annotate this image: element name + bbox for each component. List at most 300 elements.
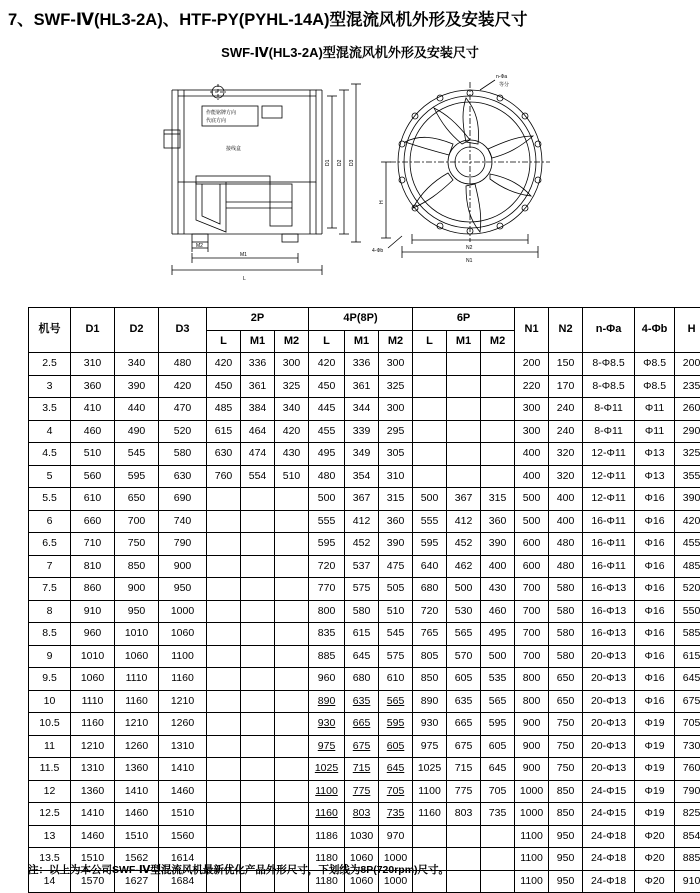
cell-4p-m2: 305 — [379, 443, 413, 466]
cell-4p-m2: 310 — [379, 465, 413, 488]
cell-n2: 950 — [549, 870, 583, 893]
cell-hole-a: 8-Φ11 — [583, 398, 635, 421]
cell-6p-m1: 565 — [447, 623, 481, 646]
cell-6p-m1 — [447, 443, 481, 466]
cell-hole-a: 24-Φ18 — [583, 870, 635, 893]
cell-n1: 900 — [515, 758, 549, 781]
th-hole-a: n-Φa — [583, 308, 635, 353]
cell-hole-a: 20-Φ13 — [583, 713, 635, 736]
cell-d2: 850 — [115, 555, 159, 578]
cell-d1: 410 — [71, 398, 115, 421]
cell-4p-m1: 452 — [345, 533, 379, 556]
cell-2p-m2 — [275, 713, 309, 736]
cell-6p-l: 500 — [413, 488, 447, 511]
cell-d2: 700 — [115, 510, 159, 533]
cell-d2: 340 — [115, 353, 159, 376]
cell-2p-l — [207, 555, 241, 578]
cell-n2: 150 — [549, 353, 583, 376]
cell-model: 5.5 — [29, 488, 71, 511]
cell-4p-m1: 645 — [345, 645, 379, 668]
cell-2p-m1: 554 — [241, 465, 275, 488]
cell-n1: 400 — [515, 465, 549, 488]
cell-hole-b: Φ20 — [635, 825, 675, 848]
cell-h: 235 — [675, 375, 700, 398]
cell-4p-l: 1100 — [309, 780, 345, 803]
cell-4p-l: 455 — [309, 420, 345, 443]
cell-hole-b: Φ16 — [635, 533, 675, 556]
cell-2p-m2 — [275, 555, 309, 578]
cell-h: 825 — [675, 803, 700, 826]
table-row — [29, 578, 700, 601]
cell-6p-l — [413, 825, 447, 848]
th-n2: N2 — [549, 308, 583, 353]
table-row — [29, 600, 700, 623]
table-row — [29, 825, 700, 848]
table-row — [29, 510, 700, 533]
cell-4p-m1: 575 — [345, 578, 379, 601]
cell-d3: 470 — [159, 398, 207, 421]
drawing-dim-h: H — [379, 200, 385, 204]
cell-2p-m1: 384 — [241, 398, 275, 421]
table-row — [29, 488, 700, 511]
table-row — [29, 623, 700, 646]
cell-2p-m2 — [275, 600, 309, 623]
cell-6p-m2 — [481, 375, 515, 398]
cell-2p-m1 — [241, 533, 275, 556]
cell-model: 7 — [29, 555, 71, 578]
cell-d2: 950 — [115, 600, 159, 623]
cell-model: 12.5 — [29, 803, 71, 826]
cell-4p-l: 480 — [309, 465, 345, 488]
cell-6p-m2: 595 — [481, 713, 515, 736]
table-head — [29, 308, 700, 353]
cell-n2: 750 — [549, 735, 583, 758]
th-6p-l: L — [413, 330, 447, 353]
cell-6p-m2: 315 — [481, 488, 515, 511]
table-row — [29, 758, 700, 781]
cell-hole-b: Φ11 — [635, 398, 675, 421]
cell-2p-m2 — [275, 690, 309, 713]
cell-6p-l — [413, 443, 447, 466]
cell-h: 910 — [675, 870, 700, 893]
cell-6p-l: 975 — [413, 735, 447, 758]
cell-2p-m2 — [275, 488, 309, 511]
cell-h: 854 — [675, 825, 700, 848]
cell-n1: 1000 — [515, 780, 549, 803]
cell-2p-m1 — [241, 668, 275, 691]
cell-d2: 1260 — [115, 735, 159, 758]
cell-2p-m2: 510 — [275, 465, 309, 488]
cell-n1: 600 — [515, 555, 549, 578]
cell-4p-m2: 1000 — [379, 848, 413, 871]
cell-d1: 1210 — [71, 735, 115, 758]
cell-2p-m2: 430 — [275, 443, 309, 466]
cell-h: 290 — [675, 420, 700, 443]
cell-6p-m2 — [481, 353, 515, 376]
cell-h: 790 — [675, 780, 700, 803]
table-row — [29, 555, 700, 578]
cell-4p-m1: 675 — [345, 735, 379, 758]
cell-6p-m1: 635 — [447, 690, 481, 713]
cell-4p-l: 960 — [309, 668, 345, 691]
cell-hole-b: Φ8.5 — [635, 353, 675, 376]
cell-h: 705 — [675, 713, 700, 736]
cell-n2: 400 — [549, 510, 583, 533]
cell-n1: 600 — [515, 533, 549, 556]
cell-4p-m2: 705 — [379, 780, 413, 803]
th-4p-m1: M1 — [345, 330, 379, 353]
cell-6p-m1: 675 — [447, 735, 481, 758]
cell-2p-m2 — [275, 645, 309, 668]
cell-model: 10.5 — [29, 713, 71, 736]
cell-4p-l: 1180 — [309, 870, 345, 893]
cell-n1: 500 — [515, 510, 549, 533]
cell-4p-m2: 475 — [379, 555, 413, 578]
cell-4p-l: 975 — [309, 735, 345, 758]
cell-4p-l: 1160 — [309, 803, 345, 826]
table-row — [29, 398, 700, 421]
cell-4p-m1: 680 — [345, 668, 379, 691]
cell-d3: 1614 — [159, 848, 207, 871]
cell-hole-b: Φ8.5 — [635, 375, 675, 398]
th-model: 机号 — [29, 308, 71, 353]
cell-n2: 320 — [549, 465, 583, 488]
cell-2p-m2: 300 — [275, 353, 309, 376]
cell-2p-m1 — [241, 510, 275, 533]
drawing-svg — [150, 72, 570, 287]
cell-d1: 1360 — [71, 780, 115, 803]
cell-d1: 310 — [71, 353, 115, 376]
cell-2p-l: 630 — [207, 443, 241, 466]
cell-h: 420 — [675, 510, 700, 533]
cell-4p-m1: 344 — [345, 398, 379, 421]
section-subtitle: SWF-Ⅳ(HL3-2A)型混流风机外形及安装尺寸 — [0, 42, 700, 61]
cell-4p-m2: 645 — [379, 758, 413, 781]
cell-d3: 950 — [159, 578, 207, 601]
cell-2p-m1 — [241, 735, 275, 758]
cell-6p-l: 930 — [413, 713, 447, 736]
cell-2p-m1: 361 — [241, 375, 275, 398]
cell-2p-l: 760 — [207, 465, 241, 488]
cell-6p-l — [413, 420, 447, 443]
cell-n2: 320 — [549, 443, 583, 466]
cell-4p-m2: 605 — [379, 735, 413, 758]
cell-hole-b: Φ16 — [635, 510, 675, 533]
cell-d1: 1570 — [71, 870, 115, 893]
table-row — [29, 735, 700, 758]
cell-4p-m2: 1000 — [379, 870, 413, 893]
cell-h: 615 — [675, 645, 700, 668]
cell-model: 7.5 — [29, 578, 71, 601]
cell-2p-m2 — [275, 758, 309, 781]
cell-n2: 850 — [549, 803, 583, 826]
cell-2p-m2 — [275, 825, 309, 848]
cell-hole-b: Φ19 — [635, 735, 675, 758]
technical-drawing — [150, 72, 570, 287]
cell-model: 2.5 — [29, 353, 71, 376]
cell-hole-b: Φ16 — [635, 645, 675, 668]
drawing-dim-l: L — [243, 276, 246, 282]
cell-6p-l: 805 — [413, 645, 447, 668]
drawing-dim-m1: M1 — [240, 252, 247, 258]
cell-4p-l: 500 — [309, 488, 345, 511]
drawing-label-hole-b: 4-Φb — [372, 248, 383, 254]
cell-model: 6 — [29, 510, 71, 533]
cell-d1: 460 — [71, 420, 115, 443]
cell-model: 10 — [29, 690, 71, 713]
cell-hole-b: Φ16 — [635, 623, 675, 646]
cell-n2: 580 — [549, 578, 583, 601]
cell-model: 9.5 — [29, 668, 71, 691]
cell-hole-a: 20-Φ13 — [583, 758, 635, 781]
cell-4p-m1: 537 — [345, 555, 379, 578]
cell-n2: 750 — [549, 758, 583, 781]
cell-d1: 1310 — [71, 758, 115, 781]
cell-model: 12 — [29, 780, 71, 803]
cell-4p-m1: 367 — [345, 488, 379, 511]
cell-6p-l — [413, 375, 447, 398]
cell-h: 760 — [675, 758, 700, 781]
cell-2p-m2: 340 — [275, 398, 309, 421]
drawing-label-junction-box: 接线盒 — [226, 145, 241, 152]
cell-6p-m1: 715 — [447, 758, 481, 781]
cell-6p-m2: 430 — [481, 578, 515, 601]
drawing-dim-n2: N2 — [466, 245, 473, 251]
th-h: H — [675, 308, 700, 353]
cell-2p-m1 — [241, 578, 275, 601]
cell-n1: 220 — [515, 375, 549, 398]
drawing-dim-d1: D1 — [325, 159, 331, 166]
cell-h: 520 — [675, 578, 700, 601]
cell-model: 13 — [29, 825, 71, 848]
drawing-dim-n1: N1 — [466, 258, 473, 264]
cell-6p-m1: 605 — [447, 668, 481, 691]
cell-n1: 1000 — [515, 803, 549, 826]
cell-6p-m1 — [447, 465, 481, 488]
cell-d3: 630 — [159, 465, 207, 488]
cell-2p-m1 — [241, 690, 275, 713]
cell-d3: 580 — [159, 443, 207, 466]
table-body — [29, 353, 700, 893]
cell-4p-m2: 735 — [379, 803, 413, 826]
cell-2p-l — [207, 600, 241, 623]
cell-6p-m2: 705 — [481, 780, 515, 803]
cell-d2: 1160 — [115, 690, 159, 713]
cell-model: 5 — [29, 465, 71, 488]
cell-hole-a: 20-Φ13 — [583, 668, 635, 691]
cell-2p-m2 — [275, 668, 309, 691]
cell-n2: 650 — [549, 690, 583, 713]
cell-n2: 950 — [549, 825, 583, 848]
cell-n2: 580 — [549, 600, 583, 623]
cell-h: 355 — [675, 465, 700, 488]
cell-4p-l: 1186 — [309, 825, 345, 848]
cell-h: 325 — [675, 443, 700, 466]
cell-4p-m2: 565 — [379, 690, 413, 713]
table-row — [29, 803, 700, 826]
cell-4p-m1: 1060 — [345, 848, 379, 871]
cell-4p-m1: 349 — [345, 443, 379, 466]
cell-6p-m2 — [481, 825, 515, 848]
cell-4p-m1: 336 — [345, 353, 379, 376]
drawing-dim-m2: M2 — [196, 243, 203, 249]
cell-6p-l: 595 — [413, 533, 447, 556]
drawing-label-hole-a: n-Φa — [496, 74, 507, 80]
th-d1: D1 — [71, 308, 115, 353]
cell-4p-m1: 412 — [345, 510, 379, 533]
cell-2p-l: 450 — [207, 375, 241, 398]
cell-2p-m1 — [241, 713, 275, 736]
cell-d1: 1110 — [71, 690, 115, 713]
table-row — [29, 420, 700, 443]
spec-table — [28, 307, 700, 893]
cell-6p-l: 720 — [413, 600, 447, 623]
cell-d1: 1410 — [71, 803, 115, 826]
cell-d2: 1510 — [115, 825, 159, 848]
th-2p-m2: M2 — [275, 330, 309, 353]
cell-6p-m1: 665 — [447, 713, 481, 736]
cell-4p-m1: 635 — [345, 690, 379, 713]
cell-6p-l: 680 — [413, 578, 447, 601]
cell-2p-l — [207, 668, 241, 691]
cell-d3: 740 — [159, 510, 207, 533]
cell-hole-a: 20-Φ13 — [583, 645, 635, 668]
cell-2p-l — [207, 758, 241, 781]
cell-n1: 900 — [515, 735, 549, 758]
cell-model: 8 — [29, 600, 71, 623]
table-row — [29, 713, 700, 736]
th-4p-m2: M2 — [379, 330, 413, 353]
table-row — [29, 443, 700, 466]
cell-h: 585 — [675, 623, 700, 646]
th-6p-m1: M1 — [447, 330, 481, 353]
cell-d2: 1360 — [115, 758, 159, 781]
table-row — [29, 690, 700, 713]
cell-h: 730 — [675, 735, 700, 758]
table-header-row-1 — [29, 308, 700, 331]
cell-d3: 1260 — [159, 713, 207, 736]
cell-hole-a: 24-Φ15 — [583, 780, 635, 803]
cell-6p-m1: 367 — [447, 488, 481, 511]
cell-4p-l: 495 — [309, 443, 345, 466]
cell-6p-m2: 460 — [481, 600, 515, 623]
cell-2p-l — [207, 533, 241, 556]
cell-hole-a: 16-Φ11 — [583, 533, 635, 556]
cell-d1: 610 — [71, 488, 115, 511]
cell-d1: 1010 — [71, 645, 115, 668]
cell-n1: 300 — [515, 420, 549, 443]
cell-hole-b: Φ13 — [635, 443, 675, 466]
cell-d2: 1210 — [115, 713, 159, 736]
cell-2p-m2: 420 — [275, 420, 309, 443]
cell-hole-b: Φ19 — [635, 803, 675, 826]
cell-4p-l: 1025 — [309, 758, 345, 781]
cell-n2: 480 — [549, 555, 583, 578]
cell-2p-m2 — [275, 623, 309, 646]
cell-d1: 960 — [71, 623, 115, 646]
cell-6p-m2: 645 — [481, 758, 515, 781]
cell-4p-m1: 354 — [345, 465, 379, 488]
cell-n1: 700 — [515, 578, 549, 601]
cell-2p-l — [207, 578, 241, 601]
table-row — [29, 668, 700, 691]
cell-hole-a: 16-Φ13 — [583, 600, 635, 623]
th-2p-m1: M1 — [241, 330, 275, 353]
th-group-2p: 2P — [207, 308, 309, 331]
cell-2p-m2 — [275, 803, 309, 826]
cell-d3: 1100 — [159, 645, 207, 668]
cell-d1: 910 — [71, 600, 115, 623]
cell-hole-a: 20-Φ13 — [583, 690, 635, 713]
cell-hole-b: Φ16 — [635, 600, 675, 623]
th-hole-b: 4-Φb — [635, 308, 675, 353]
cell-n2: 580 — [549, 645, 583, 668]
cell-d1: 510 — [71, 443, 115, 466]
cell-d2: 1460 — [115, 803, 159, 826]
cell-h: 455 — [675, 533, 700, 556]
cell-2p-m1 — [241, 825, 275, 848]
cell-4p-m2: 545 — [379, 623, 413, 646]
cell-n2: 750 — [549, 713, 583, 736]
cell-d2: 1562 — [115, 848, 159, 871]
cell-6p-m1 — [447, 398, 481, 421]
cell-6p-l: 890 — [413, 690, 447, 713]
cell-d2: 1110 — [115, 668, 159, 691]
cell-d2: 390 — [115, 375, 159, 398]
cell-hole-b: Φ20 — [635, 848, 675, 871]
cell-2p-l — [207, 488, 241, 511]
th-group-6p: 6P — [413, 308, 515, 331]
cell-2p-m1: 464 — [241, 420, 275, 443]
cell-hole-b: Φ19 — [635, 758, 675, 781]
cell-6p-m1: 570 — [447, 645, 481, 668]
cell-2p-l — [207, 713, 241, 736]
cell-n1: 800 — [515, 690, 549, 713]
cell-hole-b: Φ16 — [635, 668, 675, 691]
cell-n1: 900 — [515, 713, 549, 736]
cell-6p-m2 — [481, 420, 515, 443]
cell-2p-m1: 336 — [241, 353, 275, 376]
cell-4p-m2: 300 — [379, 353, 413, 376]
th-n1: N1 — [515, 308, 549, 353]
cell-4p-l: 445 — [309, 398, 345, 421]
cell-d3: 690 — [159, 488, 207, 511]
cell-h: 485 — [675, 555, 700, 578]
cell-n2: 950 — [549, 848, 583, 871]
cell-d3: 420 — [159, 375, 207, 398]
cell-d3: 1684 — [159, 870, 207, 893]
cell-d3: 1160 — [159, 668, 207, 691]
cell-4p-m1: 580 — [345, 600, 379, 623]
cell-n1: 300 — [515, 398, 549, 421]
cell-2p-m1 — [241, 623, 275, 646]
cell-4p-m1: 339 — [345, 420, 379, 443]
cell-h: 885 — [675, 848, 700, 871]
cell-d2: 1060 — [115, 645, 159, 668]
cell-d2: 545 — [115, 443, 159, 466]
cell-6p-m2: 400 — [481, 555, 515, 578]
cell-4p-m2: 595 — [379, 713, 413, 736]
table-row — [29, 645, 700, 668]
cell-hole-a: 16-Φ11 — [583, 555, 635, 578]
cell-d3: 1310 — [159, 735, 207, 758]
cell-n1: 1100 — [515, 825, 549, 848]
cell-4p-m1: 803 — [345, 803, 379, 826]
cell-d1: 710 — [71, 533, 115, 556]
th-2p-l: L — [207, 330, 241, 353]
cell-d1: 1460 — [71, 825, 115, 848]
cell-d3: 1460 — [159, 780, 207, 803]
